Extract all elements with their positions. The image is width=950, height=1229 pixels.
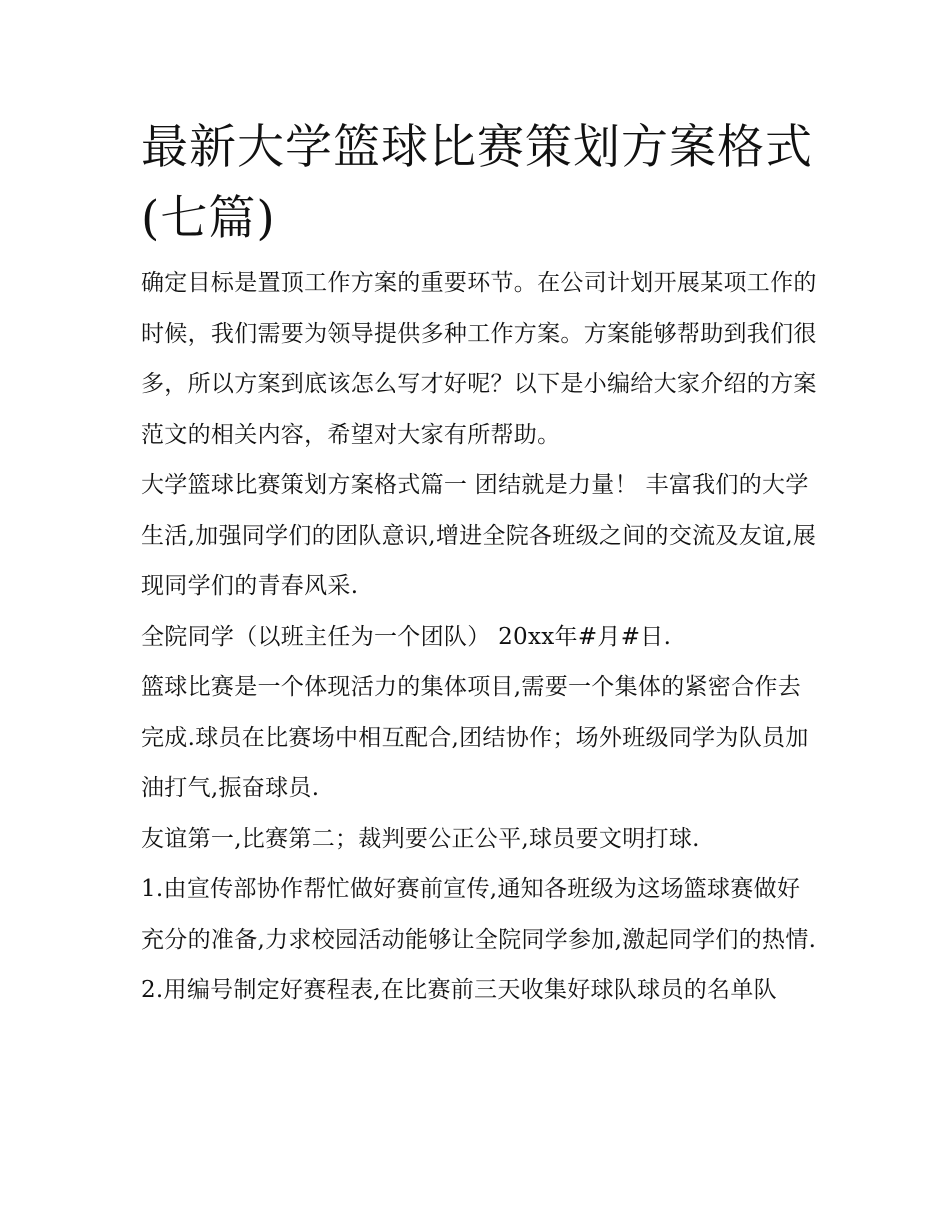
document-page — [141, 112, 817, 1016]
step-two-paragraph: 2.用编号制定好赛程表,在比赛前三天收集好球队球员的名单队 — [141, 977, 777, 1003]
participants-paragraph: 全院同学（以班主任为一个团队） 20xx年#月#日. — [141, 623, 672, 650]
section-one-paragraph: 大学篮球比赛策划方案格式篇一 团结就是力量！ 丰富我们的大学生活,加强同学们的团队意识,增进全院各班级之间的交流及友谊,展现同学们的青春风采. — [141, 472, 817, 599]
document-title: 最新大学篮球比赛策划方案格式(七篇) — [141, 120, 813, 246]
purpose-paragraph: 篮球比赛是一个体现活力的集体项目,需要一个集体的紧密合作去完成.球员在比赛场中相互配合,团结协作；场外班级同学为队员加油打气,振奋球员. — [141, 674, 809, 801]
intro-paragraph: 确定目标是置顶工作方案的重要环节。在公司计划开展某项工作的时候，我们需要为领导提供多种工作方案。方案能够帮助到我们很多，所以方案到底该怎么写才好呢？以下是小编给大家介绍的方案范文的相关内容，希望对大家有所帮助。 — [141, 270, 817, 448]
step-one-paragraph: 1.由宣传部协作帮忙做好赛前宣传,通知各班级为这场篮球赛做好充分的准备,力求校园活动能够让全院同学参加,激起同学们的热情. — [141, 876, 817, 953]
principle-paragraph: 友谊第一,比赛第二；裁判要公正公平,球员要文明打球. — [141, 825, 700, 852]
